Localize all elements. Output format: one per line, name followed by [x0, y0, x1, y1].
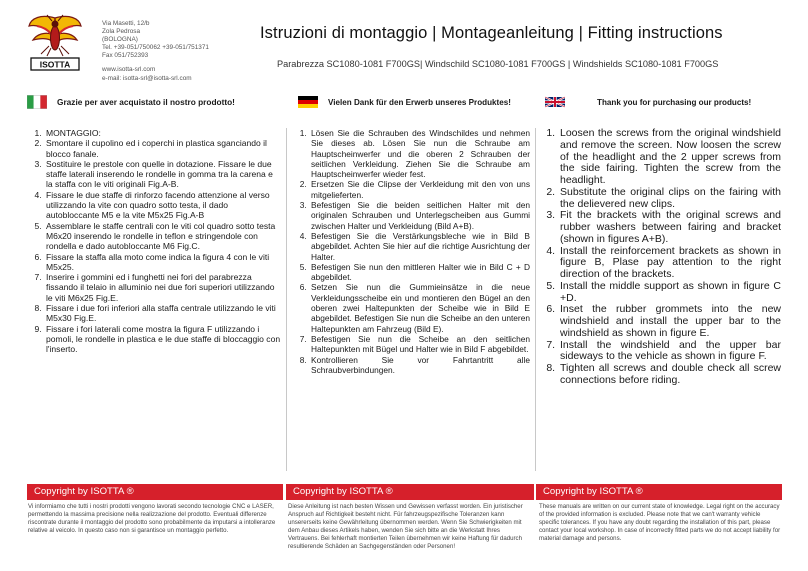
company-website[interactable]: www.isotta-srl.com [102, 66, 156, 74]
company-email[interactable]: e-mail: isotta-srl@isotta-srl.com [102, 74, 192, 82]
italian-thanks: Grazie per aver acquistato il nostro prodotto! [57, 97, 235, 107]
page-title: Istruzioni di montaggio | Montageanleitung | Fitting instructions [260, 24, 723, 42]
italy-flag-icon [27, 95, 47, 109]
italian-step: 2. Smontare il cupolino ed i coperchi in plastica sganciando il blocco fanale. [44, 138, 281, 159]
english-thanks: Thank you for purchasing our products! [597, 97, 752, 107]
german-step: 4. Befestigen Sie die Verstärkungsbleche wie in Bild B abgebildet. Achten Sie hier auf die richtige Ausrichtung der Halter. [309, 231, 530, 262]
column-divider [286, 128, 287, 471]
company-city: Zola Pedrosa [102, 28, 141, 36]
italian-step: 7. Inserire i gommini ed i funghetti nei fori del parabrezza fissando il telaio in alluminio nei due fori superiori utilizzando le viti M6x25 Fig.E. [44, 272, 281, 303]
english-copyright-bar: Copyright by ISOTTA ® [536, 484, 782, 500]
english-footer: These manuals are written on our current state of knowledge. Legal right on the accuracy of the provided information is excluded. Please note that we can't warranty vehicle specific tolerances. If you have any doubt regarding the installation of this part, please contact your local workshop. In case of incorrectly fitted parts we do not accept liability for material damage and persons. [539, 503, 781, 542]
english-step: 6. Inset the rubber grommets into the new windshield and install the upper bar to the windshield as shown in figure E. [558, 304, 781, 339]
italian-step: 5. Assemblare le staffe centrali con le viti col quadro sotto testa M6x20 inserendo le rondelle in teflon e stringendole con rondella e dado autobloccante M6 Fig.C. [44, 221, 281, 252]
italian-copyright-bar: Copyright by ISOTTA ® [27, 484, 283, 500]
german-step: 6. Setzen Sie nun die Gummieinsätze in die neue Verkleidungsscheibe ein und montieren den Bügel an den oberen zwei Haltepunkten der Scheibe wie in Bild E abgebildet. Befestigen Sie nun die Scheibe an den unteren Haltepunkten am Fahrzeug (Bild E). [309, 282, 530, 333]
logo-text: ISOTTA [39, 59, 71, 70]
italian-step: 6. Fissare la staffa alla moto come indica la figura 4 con le viti M5x25. [44, 252, 281, 273]
italian-step: 8. Fissare i due fori inferiori alla staffa centrale utilizzando le viti M5x30 Fig.E. [44, 303, 281, 324]
german-step: 2. Ersetzen Sie die Clipse der Verkleidung mit den von uns mitgelieferten. [309, 179, 530, 200]
italian-footer: Vi informiamo che tutti i nostri prodotti vengono lavorati secondo tecnologie CNC e LASER, permettendo la massima precisione nella realizzazione del prodotto. Eventuali differenze riscontrate durante il montaggio del prodotto sono probabilmente da imputarsi a intolleranze relative al veicolo. In questo caso non si garantisce un montaggio perfetto. [28, 503, 276, 534]
italian-header [27, 89, 235, 115]
company-info [102, 20, 209, 83]
company-fax: Fax 051/752393 [102, 52, 149, 60]
english-instructions [541, 128, 781, 387]
uk-flag-icon [545, 95, 565, 109]
german-step: 5. Befestigen Sie nun den mittleren Halter wie in Bild C + D abgebildet. [309, 262, 530, 283]
italian-step: 4. Fissare le due staffe di rinforzo facendo attenzione al verso utilizzando la vite con quadro sotto testa, il dado autobloccante M5 e la vite M5x25 Fig.A-B [44, 190, 281, 221]
german-footer: Diese Anleitung ist nach besten Wissen und Gewissen verfasst worden. Ein juristischer Anspruch auf Richtigkeit besteht nicht. Für fahrzeugspezifische Toleranzen kann unsererseits keine Gewährleitung übernommen werden. Wenn Sie Schwierigkeiten mit dem Anbau dieses Artikels haben, wenden Sie sich bitte an die Werkstatt Ihres Vertrauens. Bei fehlerhaft montierten Teilen übernehmen wir keine Haftung für dadurch resultierende Schäden an Sachgegenständen oder Personen! [288, 503, 523, 550]
english-step: 3. Fit the brackets with the original screws and rubber washers between fairing and bracket (shown in figures A+B). [558, 210, 781, 245]
column-divider [535, 128, 536, 471]
english-step: 7. Install the windshield and the upper bar sideways to the vehicle as shown in figure F. [558, 340, 781, 364]
company-province: (BOLOGNA) [102, 36, 138, 44]
german-header [298, 89, 511, 115]
english-header [545, 89, 751, 115]
company-phone: Tel. +39-051/750062 +39-051/751371 [102, 44, 209, 52]
german-step: 7. Befestigen Sie nun die Scheibe an den seitlichen Haltepunkten mit Bügel und Halter wie in Bild F abgebildet. [309, 334, 530, 355]
german-instructions [292, 128, 530, 375]
germany-flag-icon [298, 95, 318, 109]
page-subtitle: Parabrezza SC1080-1081 F700GS| Windschild SC1080-1081 F700GS | Windshields SC1080-1081 F700GS [277, 59, 719, 69]
english-step: 8. Tighten all screws and double check all screw connections before riding. [558, 363, 781, 387]
italian-step: 3. Sostituire le prestole con quelle in dotazione. Fissare le due staffe laterali inserendo le rondelle in gomma tra la carena e la staffa con le viti originali Fig.A-B. [44, 159, 281, 190]
italian-instructions [27, 128, 281, 355]
english-step: 5. Install the middle support as shown in figure C +D. [558, 281, 781, 305]
german-copyright-bar: Copyright by ISOTTA ® [286, 484, 534, 500]
italian-step: 1. MONTAGGIO: [44, 128, 281, 138]
english-step: 2. Substitute the original clips on the fairing with the delievered new clips. [558, 187, 781, 211]
isotta-logo [27, 12, 83, 72]
german-step: 8. Kontrollieren Sie vor Fahrtantritt alle Schraubverbindungen. [309, 355, 530, 376]
english-step: 1. Loosen the screws from the original windshield and remove the screen. Now loosen the screw of the headlight and the 2 upper screws from the side fairing. Tighten the screw from the headlight. [558, 128, 781, 187]
company-street: Via Masetti, 12/b [102, 20, 150, 27]
english-step: 4. Install the reinforcement brackets as shown in figure B, Plase pay attention to the right direction of the brackets. [558, 246, 781, 281]
german-step: 3. Befestigen Sie die beiden seitlichen Halter mit den originalen Schrauben und Unterlegscheiben aus Gummi zwischen Halter und Verkleidung (Bild A+B). [309, 200, 530, 231]
german-thanks: Vielen Dank für den Erwerb unseres Produktes! [328, 97, 511, 107]
german-step: 1. Lösen Sie die Schrauben des Windschildes und nehmen Sie dieses ab. Lösen Sie nun die Schraube am Hauptscheinwerfer und die oberen 2 Schrauben der seitlichen Verkleidung. Ziehen Sie die Schraube am Hauptscheinwerfer wieder fest. [309, 128, 530, 179]
italian-step: 9. Fissare i fori laterali come mostra la figura F utilizzando i pomoli, le rondelle in plastica e le due staffe di bloccaggio con l'inserto. [44, 324, 281, 355]
